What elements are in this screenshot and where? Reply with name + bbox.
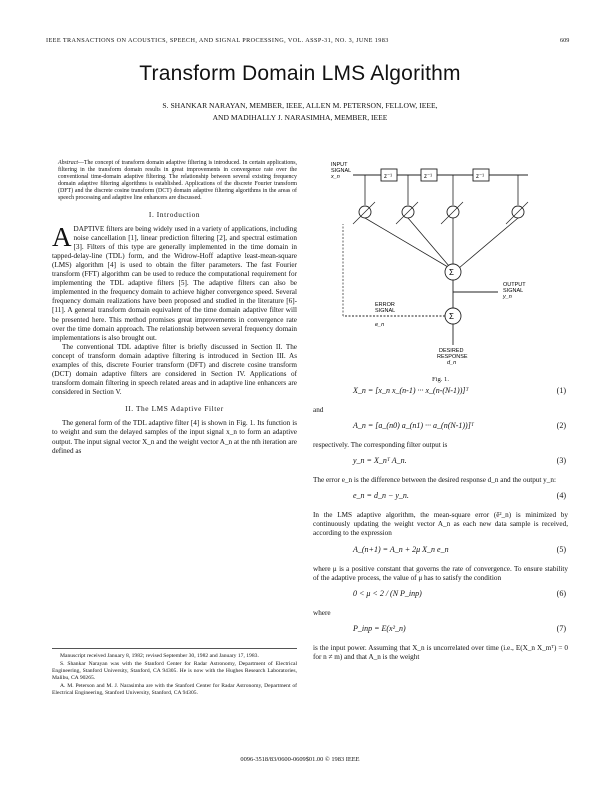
left-column	[52, 160, 297, 456]
section-heading-introduction: I. Introduction	[148, 209, 201, 219]
intro-paragraph-2: The conventional TDL adaptive filter is briefly discussed in Section II. The concept of transform domain adaptive filtering is introduced in Section III. As examples of this, discrete Fourier transform (DFT) and discrete cosine transform (DCT) domain adaptive filters are considered in Section IV. Applications of transform domain filtering in speech related areas and in adaptive line enhancers are considered in Section V.	[52, 342, 297, 397]
error-label-2: SIGNAL	[375, 308, 396, 314]
error-label-1: ERROR	[375, 302, 395, 308]
text-after-eq4: In the LMS adaptive algorithm, the mean-square error (ē²_n) is minimized by continuously updating the weight vector A_n as each new data sample is received, according to the expression	[313, 511, 568, 538]
paper-title: Transform Domain LMS Algorithm	[139, 62, 461, 85]
equation-5-body: A_(n+1) = A_n + 2μ X_n e_n	[353, 544, 449, 554]
section-heading-lms: II. The LMS Adaptive Filter	[125, 404, 224, 414]
sum-line-0	[365, 218, 453, 270]
summer-2-label: Σ	[449, 312, 454, 321]
input-label-1: INPUT	[331, 162, 348, 168]
desired-label-3: d_n	[447, 360, 457, 366]
copyright-line: 0096-3518/83/0600-0609$01.00 © 1983 IEEE	[240, 756, 360, 763]
input-label-2: SIGNAL	[331, 168, 352, 174]
equation-6-number: (6)	[556, 588, 566, 598]
author-list: S. SHANKAR NARAYAN, MEMBER, IEEE, ALLEN M. PETERSON, FELLOW, IEEE, AND MADIHALLY J. NARASIMHA, MEMBER, IEEE	[162, 101, 438, 122]
sum-line-1	[408, 218, 449, 266]
equation-7-body: P_inp = E(x²_n)	[353, 623, 406, 633]
desired-label-1: DESIRED	[439, 348, 464, 354]
equation-3	[313, 456, 568, 470]
footnotes	[52, 648, 297, 697]
input-label-3: x_n	[331, 174, 340, 180]
sum-line-3	[459, 218, 518, 268]
output-label-3: y_n	[503, 294, 512, 300]
page-number: 609	[560, 37, 570, 44]
text-and: and	[313, 406, 324, 414]
equation-2-number: (2)	[556, 421, 566, 431]
text-after-eq5: where μ is a positive constant that governs the rate of convergence. To ensure stability of the adaptive process, the value of μ has to satisfy the condition	[313, 564, 568, 582]
equation-7	[313, 624, 568, 638]
desired-label-2: RESPONSE	[437, 354, 468, 360]
delay-label-3: z⁻¹	[476, 174, 485, 180]
equation-1-number: (1)	[556, 386, 566, 395]
equation-2	[313, 421, 568, 435]
equation-4	[313, 491, 568, 505]
text-after-eq7: is the input power. Assuming that X_n is uncorrelated over time (i.e., E(X_n X_mᵀ) = 0 for n ≠ m) and that A_n is the weight	[313, 643, 568, 661]
adapt-arrow-2	[441, 202, 463, 224]
figure-1	[313, 160, 568, 383]
footnote-author-1: S. Shankar Narayan was with the Stanford Center for Radar Astronomy, Department of Electrical Engineering, Stanford University, Stanford, CA 94305. He is now with the Hughes Research Laboratories, Malibu, CA 90265.	[52, 660, 297, 681]
delay-label-2: z⁻¹	[424, 174, 433, 180]
equation-5	[313, 545, 568, 559]
adapt-arrow-0	[353, 202, 375, 224]
tdl-filter-diagram	[313, 160, 568, 375]
summer-1-label: Σ	[449, 268, 454, 277]
adapt-arrow-1	[396, 202, 418, 224]
equation-6	[313, 589, 568, 603]
abstract	[58, 160, 297, 203]
intro-paragraph-1	[52, 221, 297, 343]
abstract-label: Abstract	[58, 160, 78, 166]
error-label-3: e_n	[375, 322, 385, 328]
equation-6-body: 0 < μ < 2 / (N P_inp)	[353, 588, 422, 598]
equation-5-number: (5)	[556, 544, 566, 554]
text-where: where	[313, 608, 331, 617]
equation-4-body: e_n = d_n − y_n.	[353, 491, 409, 501]
figure-caption: Fig. 1.	[431, 376, 450, 383]
text-after-eq2: respectively. The corresponding filter output is	[313, 441, 448, 450]
abstract-text: —The concept of transform domain adaptive filtering is introduced. In certain applications, filtering in the transform domain results in great improvements in convergence rate over the conventional time-domain adaptive filtering. The relationship between several existing frequency domain adaptive filtering algorithms is established. Applications of the discrete Fourier transform (DFT) and the discrete cosine transform (DCT) domain adaptive filtering algorithms in the areas of speech processing and adaptive line enhancers are discussed.	[58, 160, 297, 202]
lms-paragraph-1: The general form of the TDL adaptive filter [4] is shown in Fig. 1. Its function is to weight and sum the delayed samples of the input signal x_n to form an adaptive output. The input signal vector X_n and the weight vector A_n at the nth iteration are defined as	[52, 419, 297, 455]
equation-3-number: (3)	[556, 456, 566, 466]
output-label-1: OUTPUT	[503, 282, 526, 288]
intro-paragraph-1-text: DAPTIVE filters are being widely used in a variety of applications, including noise cancellation [1], linear prediction filtering [2], and spectral estimation [3]. Filters of this type are generally implemented in the time domain in tapped-delay-line (TDL) form, and the Widrow-Hoff adaptive least-mean-square (LMS) algorithm [4] is used to obtain the filter parameters. The fast Fourier transform (FFT) algorithm can be used to reduce the computational requirement for implementing the TDL adaptive filters [5]. The adaptive filters can also be implemented in the frequency domain to achieve higher convergence speed. Several frequency domain realizations have been proposed and studied in the literature [6]-[11]. A general transform domain equivalent of the time domain adaptive filter will be presented here. This method promises great improvements in convergence rate over the time domain approach. The relationship between several frequency domain implementations is also brought out.	[52, 224, 297, 342]
footnote-author-2: A. M. Peterson and M. J. Narasimha are with the Stanford Center for Radar Astronomy, Department of Electrical Engineering, Stanford University, Stanford, CA 94305.	[52, 682, 297, 696]
delay-label-1: z⁻¹	[384, 174, 393, 180]
output-label-2: SIGNAL	[503, 288, 524, 294]
equation-1-body: X_n = [x_n x_(n-1) ··· x_(n-(N-1))]ᵀ	[353, 386, 469, 395]
footnote-received: Manuscript received January 8, 1982; revised September 30, 1982 and January 17, 1983.	[60, 653, 259, 659]
equation-1	[313, 386, 568, 400]
text-after-eq3: The error e_n is the difference between the desired response d_n and the output y_n:	[313, 476, 556, 485]
equation-2-body: A_n = [a_(n0) a_(n1) ··· a_(n(N-1))]ᵀ	[353, 421, 474, 431]
equation-7-number: (7)	[556, 623, 566, 633]
adapt-arrow-3	[506, 202, 528, 224]
right-column	[313, 160, 568, 662]
equation-4-number: (4)	[556, 491, 566, 501]
drop-cap: A	[52, 221, 72, 252]
running-head: IEEE TRANSACTIONS ON ACOUSTICS, SPEECH, AND SIGNAL PROCESSING, VOL. ASSP-31, NO. 3, JUNE 1983	[46, 37, 389, 44]
equation-3-body: y_n = X_nᵀ A_n.	[353, 456, 407, 466]
